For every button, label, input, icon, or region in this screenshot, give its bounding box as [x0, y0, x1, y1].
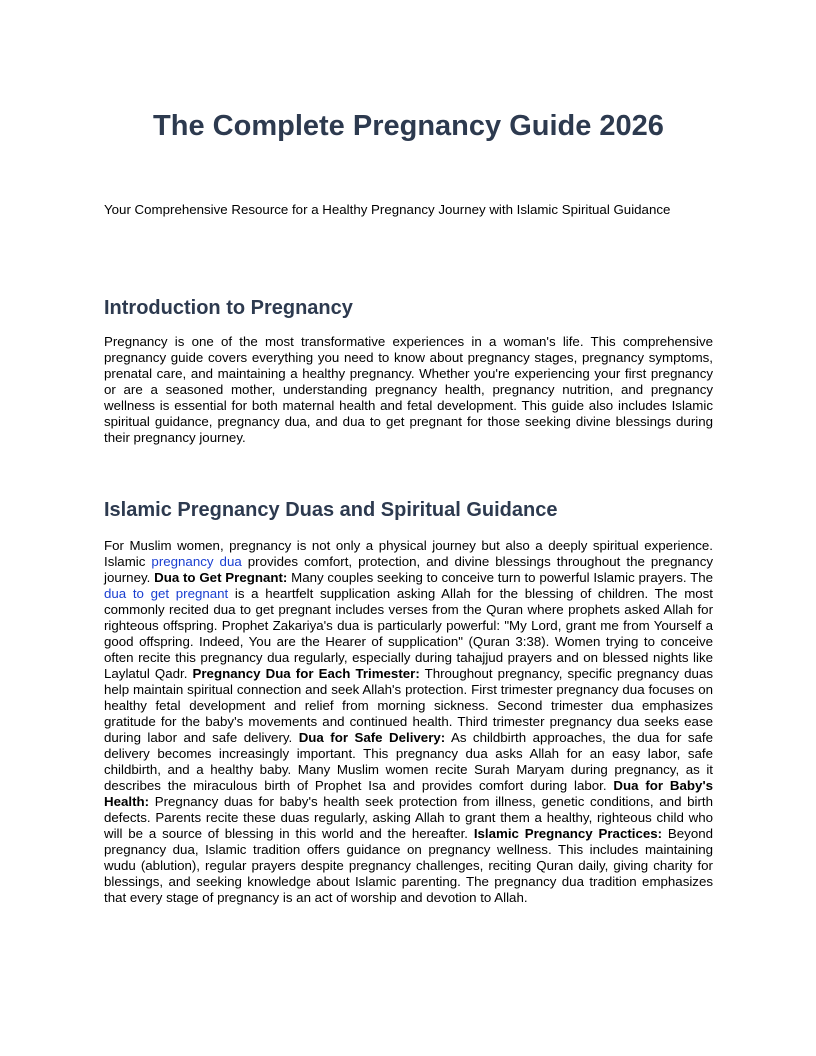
islamic-text-3: Many couples seeking to conceive turn to powerful Islamic prayers. The	[287, 570, 713, 585]
islamic-text-1: For Muslim women, pregnancy is not only a physical journey but also a deeply spiritual experience. Islamic	[104, 538, 713, 569]
islamic-paragraph	[104, 538, 713, 906]
islamic-text-6: As childbirth approaches, the dua for safe delivery becomes increasingly important. This pregnancy dua asks Allah for an easy labor, safe childbirth, and a healthy baby. Many Muslim women recite Surah Maryam during pregnancy, as it describes the miraculous birth of Prophet Isa and provides comfort during labor.	[104, 730, 713, 793]
page-title: The Complete Pregnancy Guide 2026	[153, 110, 664, 142]
intro-heading: Introduction to Pregnancy	[104, 297, 353, 319]
islamic-text-5: Throughout pregnancy, specific pregnancy duas help maintain spiritual connection and seek Allah's protection. First trimester pregnancy dua focuses on healthy fetal development and relief from morning sickness. Second trimester dua emphasizes gratitude for the baby's movements and continued health. Third trimester pregnancy dua seeks ease during labor and safe delivery.	[104, 666, 713, 745]
page-subtitle: Your Comprehensive Resource for a Healthy Pregnancy Journey with Islamic Spiritual Guidance	[104, 202, 671, 217]
trimester-dua-label: Pregnancy Dua for Each Trimester:	[192, 666, 420, 681]
islamic-text-2: provides comfort, protection, and divine blessings throughout the pregnancy journey.	[104, 554, 713, 585]
baby-health-label: Dua for Baby's Health:	[104, 778, 714, 809]
islamic-text-8: Beyond pregnancy dua, Islamic tradition offers guidance on pregnancy wellness. This includes maintaining wudu (ablution), regular prayers despite pregnancy challenges, reciting Quran daily, giving charity for blessings, and seeking knowledge about Islamic parenting. The pregnancy dua tradition emphasizes that every stage of pregnancy is an act of worship and devotion to Allah.	[104, 826, 714, 905]
dua-to-get-pregnant-link[interactable]: dua to get pregnant	[104, 586, 229, 601]
islamic-text-7: Pregnancy duas for baby's health seek protection from illness, genetic conditions, and birth defects. Parents recite these duas regularly, asking Allah to grant them a healthy, righteous child who will be a source of blessing in this world and the hereafter.	[104, 794, 713, 841]
pregnancy-dua-link[interactable]: pregnancy dua	[151, 554, 242, 569]
safe-delivery-label: Dua for Safe Delivery:	[298, 730, 446, 745]
islamic-practices-label: Islamic Pregnancy Practices:	[473, 826, 663, 841]
dua-to-get-pregnant-label: Dua to Get Pregnant:	[154, 570, 288, 585]
islamic-heading: Islamic Pregnancy Duas and Spiritual Guidance	[104, 499, 558, 521]
intro-paragraph: Pregnancy is one of the most transformative experiences in a woman's life. This comprehensive pregnancy guide covers everything you need to know about pregnancy stages, pregnancy symptoms, prenatal care, and maintaining a healthy pregnancy. Whether you're experiencing your first pregnancy or are a seasoned mother, understanding pregnancy health, pregnancy nutrition, and pregnancy wellness is essential for both maternal health and fetal development. This guide also includes Islamic spiritual guidance, pregnancy dua, and dua to get pregnant for those seeking divine blessings during their pregnancy journey.	[104, 334, 713, 445]
islamic-text-4: is a heartfelt supplication asking Allah for the blessing of children. The most commonly recited dua to get pregnant includes verses from the Quran where prophets asked Allah for righteous offspring. Prophet Zakariya's dua is particularly powerful: "My Lord, grant me from Yourself a good offspring. Indeed, You are the Hearer of supplication" (Quran 3:38). Women trying to conceive often recite this pregnancy dua regularly, especially during tahajjud prayers and on blessed nights like Laylatul Qadr.	[104, 586, 714, 681]
